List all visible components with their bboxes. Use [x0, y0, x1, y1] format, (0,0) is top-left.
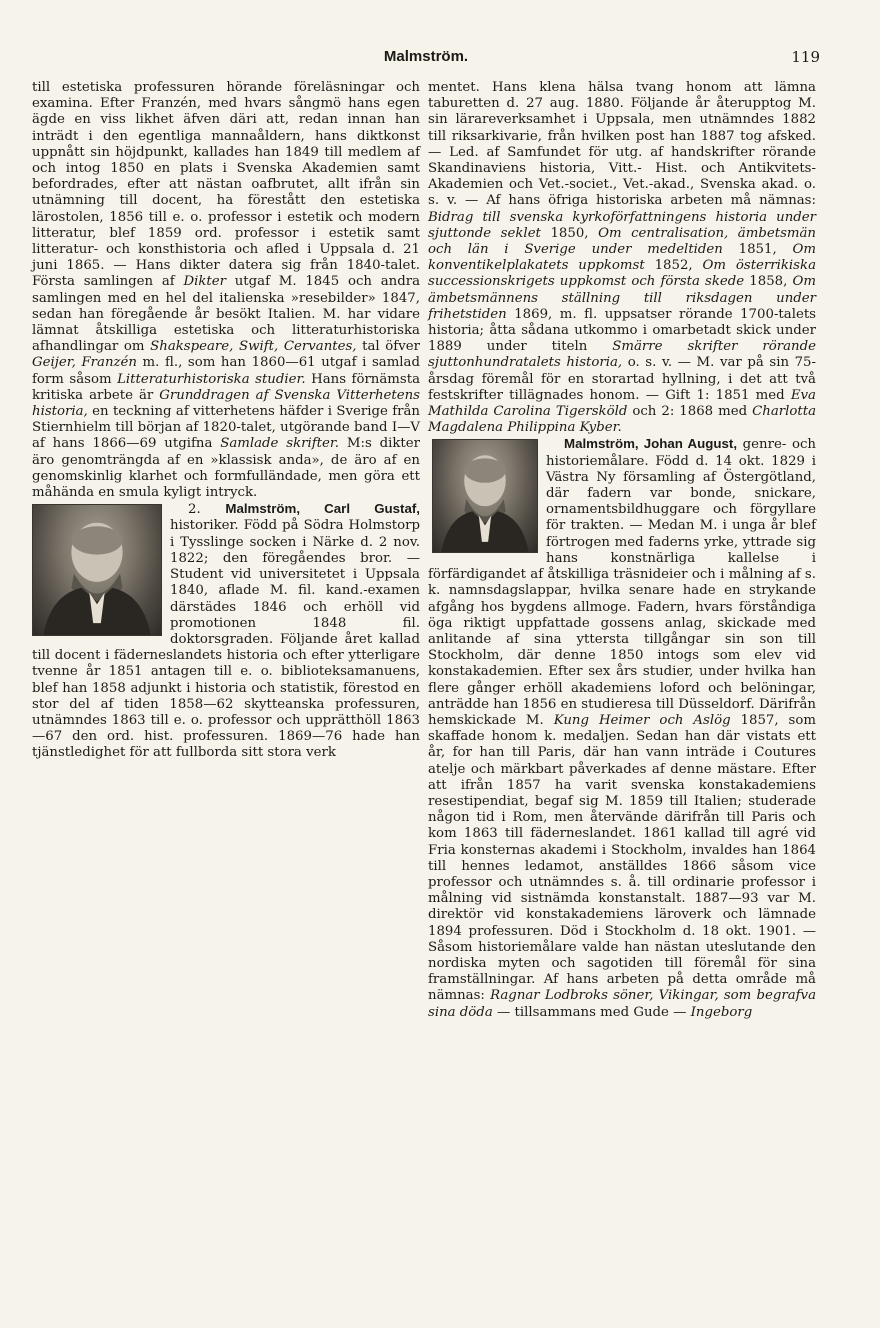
page-number: 119: [791, 48, 820, 66]
entry-johan-august: Malmström, Johan August, genre- och historiemålare. Född d. 14 okt. 1829 i Västra Ny församling af Östergötland, där fadern var bonde, snickare, ornamentsbildhuggare och förgyllare för trakten. — Medan M. i unga år blef förtrogen med faderns yrke, yttrade sig hans konstnärliga kallelse i förfärdigandet af åtskilliga träsnideier och i målning af s. k. namnsdagslappar, hvilka senare hade en strykande afgång hos bygdens allmoge. Fadern, hvars förståndiga öga riktigt uppfattade gossens anlag, skickade med anlitande af sina yttersta tillgångar sin son till Stockholm, där denne 1850 intogs som elev vid konstakademien. Efter sex års studier, under hvilka han flere gånger erhöll akademiens loford och belöningar, anträdde han 1856 en studieresa till Düsseldorf. Därifrån hemskickade M. Kung Heimer och Aslög 1857, som skaffade honom k. medaljen. Sedan han där vistats ett år, for han till Paris, där han vann inträde i Coutures atelje och märkbart påverkades af denne mästare. Efter att ifrån 1857 ha varit svenska konstakademiens resestipendiat, begaf sig M. 1859 till Italien; studerade någon tid i Rom, men återvände därifrån till Paris och kom 1863 till fäderneslandet. 1861 kallad till agré vid Fria konsternas akademi i Stockholm, invaldes han 1864 till hennes ledamot, anställdes 1866 såsom vice professor och utnämndes s. å. till ordinarie professor i målning vid sistnämda konstanstalt. 1887—93 var M. direktör vid konstakademiens läroverk och lämnade 1894 professuren. Död i Stockholm d. 18 okt. 1901. — Såsom historiemålare valde han nästan uteslutande den nordiska myten och sagotiden till föremål för sina framställningar. Af hans arbeten på detta område må nämnas: Ragnar Lodbroks söner, Vikingar, som begrafva sina döda — tillsammans med Gude — Ingeborg: [428, 436, 816, 1020]
entry-carl-gustaf: 2. Malmström, Carl Gustaf, historiker. Född på Södra Holmstorp i Tysslinge socken i Närke d. 2 nov. 1822; den föregåendes bror. — Student vid universitetet i Uppsala 1840, aflade M. fil. kand.-examen därstädes 1846 och erhöll vid promotionen 1848 fil. doktorsgraden. Följande året kallad till docent i fäderneslandets historia och efter ytterligare tvenne år 1851 antagen till e. o. biblioteksamanuens, blef han 1858 adjunkt i historia och statistik, förestod en stor del af tiden 1858—62 skytteanska professuren, utnämndes 1863 till e. o. professor och upprätthöll 1863—67 den ord. hist. professuren. 1869—76 hade han tjänstledighet för att fullborda sitt stora verk: [32, 501, 421, 761]
entry-1-continuation: till estetiska professuren hörande föreläsningar och examina. Efter Franzén, med hvars sångmö hans egen ägde en viss likhet äfven däri att, redan innan han inträdt i den egentliga mannaåldern, hans diktkonst uppnått sin höjdpunkt, kallades han 1849 till medlem af och intog 1850 en plats i Svenska Akademien samt befordrades, efter att nästan oafbrutet, allt ifrån sin utnämning till docent, ha förestått den estetiska lärostolen, 1856 till e. o. professor i estetik och modern litteratur, blef 1859 ord. professor i estetik samt litteratur- och konsthistoria och afled i Uppsala d. 21 juni 1865. — Hans dikter datera sig från 1840-talet. Första samlingen af Dikter utgaf M. 1845 och andra samlingen med en hel del italienska »resebilder» 1847, sedan han föregående år besökt Italien. M. har vidare lämnat åtskilliga estetiska och litteraturhistoriska afhandlingar om Shakspeare, Swift, Cervantes, tal öfver Geijer, Franzén m. fl., som han 1860—61 utgaf i samlad form såsom Litteraturhistoriska studier. Hans förnämsta kritiska arbete är Grunddragen af Svenska Vitterhetens historia, en teckning af vitterhetens häfder i Sverige från Stiernhielm till början af 1820-talet, utgörande band I—V af hans 1866—69 utgifna Samlade skrifter. M:s dikter äro genomträngda af en »klassisk anda», de äro af en genomskinlig klarhet och formfulländade, men göra ett måhända en smula kyligt intryck.: [32, 80, 421, 501]
running-title: Malmström.: [383, 48, 469, 65]
portrait-carl-gustaf-image: [32, 504, 162, 636]
running-header: [32, 48, 820, 70]
entry-2-continuation: mentet. Hans klena hälsa tvang honom att lämna taburetten d. 27 aug. 1880. Följande år återupptog M. sin lärareverksamhet i Uppsala, men utnämndes 1882 till riksarkivarie, från hvilken post han 1887 tog afsked. — Led. af Samfundet för utg. af handskrifter rörande Skandinaviens historia, Vitt.- Hist. och Antikvitets-Akademien och Vet.-societ., Vet.-akad., Svenska akad. o. s. v. — Af hans öfriga historiska arbeten må nämnas: Bidrag till svenska kyrkoförfattningens historia under sjuttonde seklet 1850, Om centralisation, ämbetsmän och län i Sverige under medeltiden 1851, Om konventikelplakatets uppkomst 1852, Om österrikiska successionskrigets uppkomst och första skede 1858, Om ämbetsmännens ställning till riksdagen under frihetstiden 1869, m. fl. uppsatser rörande 1700-talets historia; åtta sådana utkommo i omarbetadt skick under 1889 under titeln Smärre skrifter rörande sjuttonhundratalets historia, o. s. v. — M. var på sin 75-årsdag föremål för en storartad hyllning, i det att två festskrifter tillägnades honom. — Gift 1: 1851 med Eva Mathilda Carolina Tigersköld och 2: 1868 med Charlotta Magdalena Philippina Kyber.: [428, 80, 817, 436]
portrait-johan-august-image: [432, 439, 538, 553]
entry-heading: Malmström, Carl Gustaf,: [225, 501, 421, 517]
left-column: [32, 80, 420, 762]
entry-heading: Malmström, Johan August,: [564, 436, 738, 452]
right-column: [428, 80, 816, 1021]
